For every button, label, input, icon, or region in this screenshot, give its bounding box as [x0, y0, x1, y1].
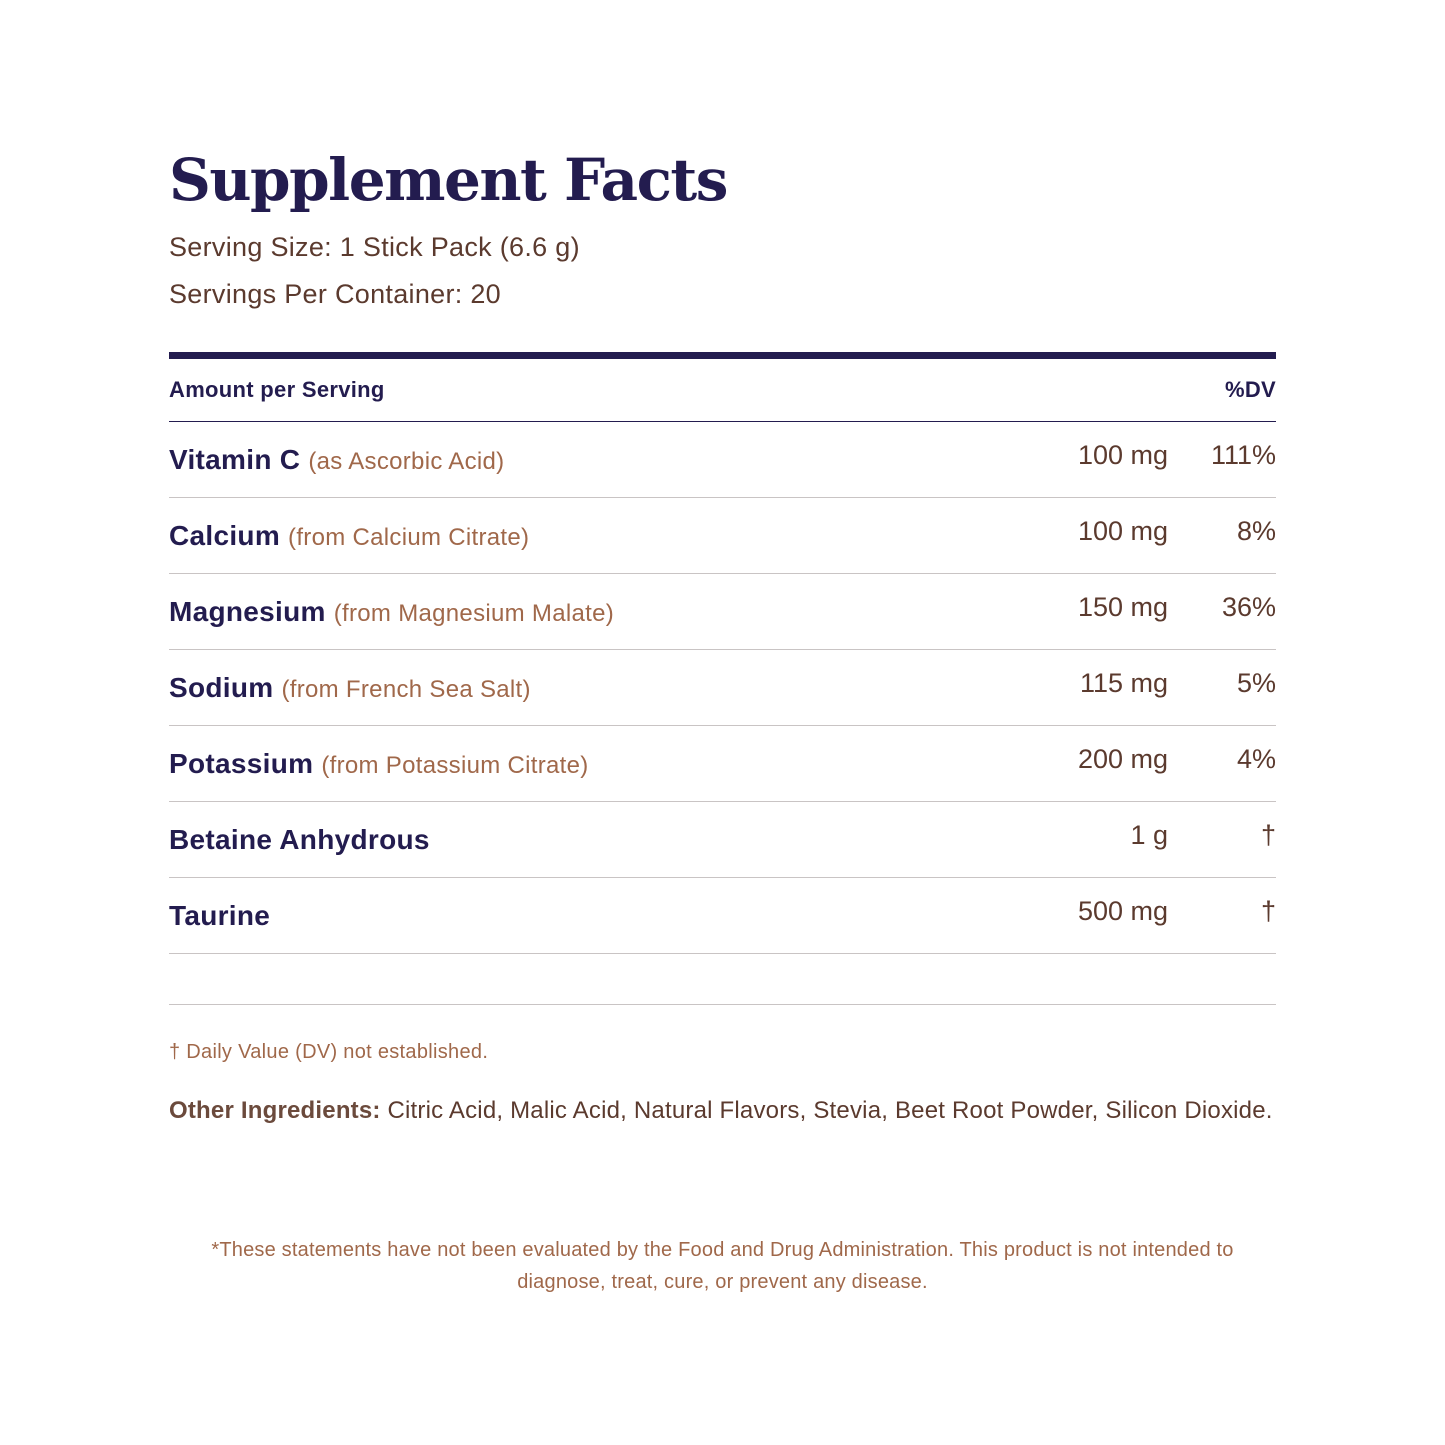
- dv-footnote: † Daily Value (DV) not established.: [169, 1041, 489, 1063]
- other-ingredients-label: Other Ingredients:: [169, 1097, 381, 1124]
- table-row: [169, 878, 1276, 954]
- amount-per-serving-header: Amount per Serving: [169, 377, 385, 402]
- table-row: [169, 498, 1276, 574]
- page-title: Supplement Facts: [169, 146, 727, 214]
- nutrient-dv: 36%: [1221, 592, 1276, 622]
- supplement-facts-panel: [169, 140, 1276, 1127]
- fda-disclaimer: *These statements have not been evaluated by the Food and Drug Administration. This product is not intended to diagnose, treat, cure, or prevent any disease.: [211, 1239, 1234, 1293]
- nutrient-dv: 8%: [1236, 516, 1276, 546]
- nutrient-amount: 1 g: [1130, 820, 1168, 850]
- nutrient-name: Calcium: [169, 519, 281, 551]
- nutrient-source: (from Magnesium Malate): [333, 599, 615, 627]
- nutrient-amount: 500 mg: [1077, 896, 1168, 926]
- nutrient-name: Sodium: [169, 671, 274, 703]
- nutrient-dv: †: [1260, 896, 1276, 926]
- nutrient-source: (as Ascorbic Acid): [308, 447, 505, 475]
- nutrient-amount: 100 mg: [1077, 440, 1168, 470]
- table-row: [169, 574, 1276, 650]
- thick-divider: [169, 352, 1276, 359]
- servings-per-container: Servings Per Container: 20: [169, 279, 501, 309]
- other-ingredients: [169, 1094, 1276, 1127]
- nutrient-name: Potassium: [169, 747, 314, 779]
- nutrient-source: (from Calcium Citrate): [288, 523, 530, 551]
- nutrient-name: Magnesium: [169, 595, 326, 627]
- nutrient-name: Vitamin C: [169, 443, 301, 475]
- other-ingredients-text: Citric Acid, Malic Acid, Natural Flavors, Stevia, Beet Root Powder, Silicon Dioxide.: [380, 1097, 1273, 1124]
- nutrient-dv: 111%: [1210, 440, 1276, 470]
- nutrient-name: Betaine Anhydrous: [169, 823, 430, 855]
- table-row: [169, 802, 1276, 878]
- nutrient-amount: 150 mg: [1077, 592, 1168, 622]
- nutrient-source: (from Potassium Citrate): [321, 751, 589, 779]
- table-header: [169, 359, 1276, 422]
- nutrient-amount: 100 mg: [1077, 516, 1168, 546]
- table-row: [169, 422, 1276, 498]
- nutrient-amount: 115 mg: [1079, 668, 1168, 698]
- nutrient-table: [169, 422, 1276, 954]
- table-row: [169, 726, 1276, 802]
- nutrient-dv: 5%: [1236, 668, 1276, 698]
- nutrient-amount: 200 mg: [1077, 744, 1168, 774]
- nutrient-dv: 4%: [1236, 744, 1276, 774]
- nutrient-name: Taurine: [169, 899, 271, 931]
- nutrient-source: (from French Sea Salt): [281, 675, 531, 703]
- table-row: [169, 650, 1276, 726]
- bottom-divider: [169, 954, 1276, 1005]
- serving-size: Serving Size: 1 Stick Pack (6.6 g): [169, 232, 580, 262]
- dv-header: %DV: [1224, 377, 1276, 402]
- nutrient-dv: †: [1260, 820, 1276, 850]
